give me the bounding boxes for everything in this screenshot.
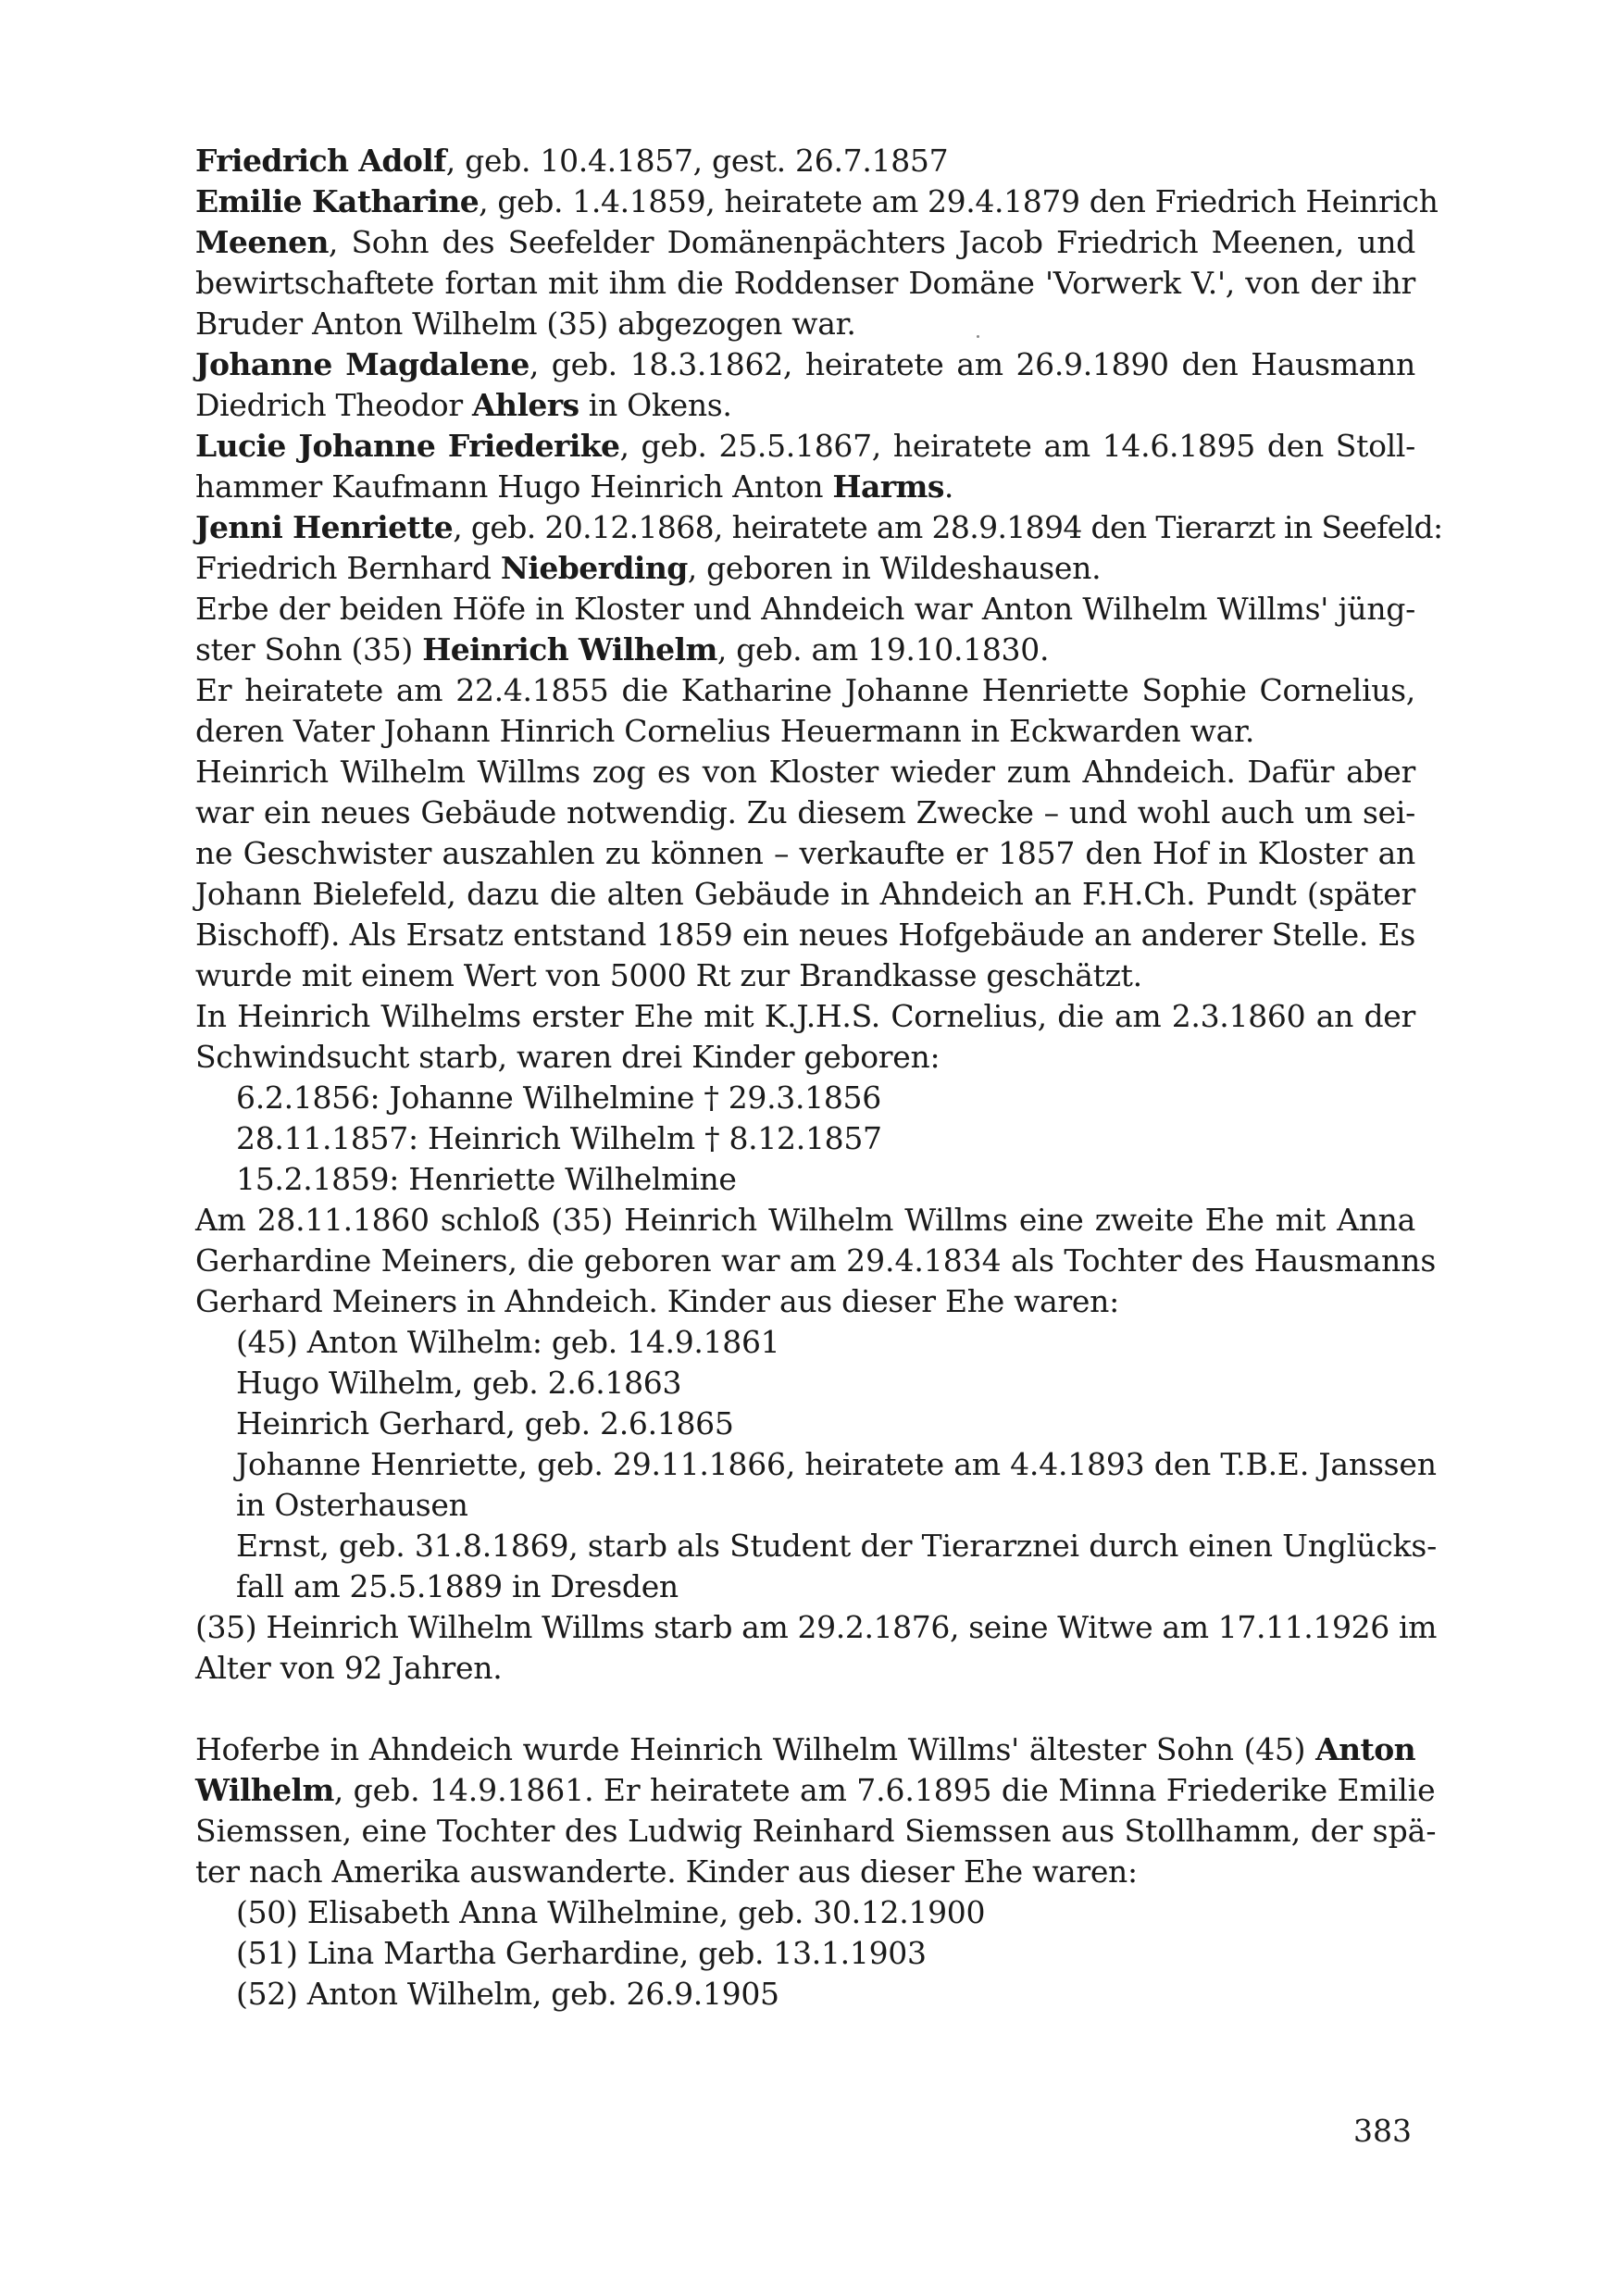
text-line-content <box>195 344 1415 385</box>
text-line-content <box>236 1322 779 1363</box>
text-line <box>195 915 1415 955</box>
text-line-content <box>195 915 1415 955</box>
text-run: . <box>943 468 954 505</box>
bold-name: Ahlers <box>472 387 579 423</box>
text-run: Ernst, geb. 31.8.1869, starb als Student der Tierarznei durch einen Unglücks- <box>236 1528 1438 1564</box>
text-line <box>195 181 1439 222</box>
text-line <box>195 1933 1415 1974</box>
bold-name: Heinrich Wilhelm <box>422 631 717 668</box>
text-line-content <box>195 792 1415 833</box>
bold-name: Friedrich Adolf <box>195 143 446 179</box>
text-line-content <box>195 385 732 426</box>
text-line <box>195 589 1415 630</box>
text-line-content <box>195 874 1415 915</box>
text-line-content <box>236 1363 681 1404</box>
text-run: Am 28.11.1860 schloß (35) Heinrich Wilhelm Willms eine zweite Ehe mit Anna <box>195 1202 1415 1238</box>
text-line-content <box>195 1607 1437 1648</box>
text-line <box>195 1526 1438 1566</box>
text-line <box>195 670 1415 711</box>
text-line-content <box>236 1404 734 1444</box>
text-run: wurde mit einem Wert von 5000 Rt zur Brandkasse geschätzt. <box>195 957 1142 993</box>
text-run: Diedrich Theodor <box>195 387 473 423</box>
text-run: Schwindsucht starb, waren drei Kinder geboren: <box>195 1039 941 1075</box>
body-text <box>195 141 1443 2015</box>
bold-name: Johanne Magdalene <box>195 346 529 382</box>
bold-name: Anton <box>1315 1731 1415 1767</box>
text-run: (51) Lina Martha Gerhardine, geb. 13.1.1903 <box>236 1935 927 1971</box>
text-line <box>195 1444 1437 1485</box>
text-line-content <box>195 1037 940 1078</box>
text-run: (35) Heinrich Wilhelm Willms starb am 29.2.1876, seine Witwe am 17.11.1926 im <box>195 1609 1438 1645</box>
text-run: , geb. 14.9.1861. Er heiratete am 7.6.1895 die Minna Friederike Emilie <box>333 1772 1436 1808</box>
bold-name: Harms <box>832 468 944 505</box>
text-line <box>195 385 1415 426</box>
text-line-content <box>236 1485 468 1526</box>
text-line <box>195 955 1415 996</box>
text-run: Er heiratete am 22.4.1855 die Katharine Johanne Henriette Sophie Cornelius, <box>195 672 1415 708</box>
text-line <box>195 141 1415 181</box>
text-line <box>195 1852 1415 1892</box>
text-run: ster Sohn (35) <box>195 631 423 668</box>
text-line <box>195 1322 1415 1363</box>
text-line <box>195 1404 1415 1444</box>
text-run: Erbe der beiden Höfe in Kloster und Ahndeich war Anton Wilhelm Willms' jüng- <box>195 591 1415 627</box>
text-line <box>195 1485 1415 1526</box>
text-line <box>195 507 1443 548</box>
text-line <box>195 874 1415 915</box>
text-run: bewirtschaftete fortan mit ihm die Roddenser Domäne 'Vorwerk V.', von der ihr <box>195 265 1415 301</box>
text-line <box>195 1770 1436 1811</box>
text-line-content <box>236 1118 882 1159</box>
text-line <box>195 1200 1415 1241</box>
text-line-content <box>195 589 1415 630</box>
text-line <box>195 467 1415 507</box>
text-run: Alter von 92 Jahren. <box>195 1650 503 1686</box>
text-line-content <box>195 507 1442 548</box>
bold-name: Lucie Johanne Friederike <box>195 428 620 464</box>
text-line-content <box>195 1811 1437 1852</box>
text-line <box>195 1363 1415 1404</box>
text-line-content <box>195 1241 1436 1281</box>
text-line <box>195 1118 1415 1159</box>
text-line <box>195 263 1415 304</box>
text-line-content <box>236 1974 779 2015</box>
text-line-content <box>195 1729 1415 1770</box>
text-line-content <box>195 1200 1415 1241</box>
text-line-content <box>195 222 1415 263</box>
text-line <box>195 1566 1415 1607</box>
text-run: Hugo Wilhelm, geb. 2.6.1863 <box>236 1365 682 1401</box>
text-run: , geboren in Wildeshausen. <box>687 550 1102 586</box>
text-line <box>195 752 1415 792</box>
text-run: Heinrich Wilhelm Willms zog es von Kloster wieder zum Ahndeich. Dafür aber <box>195 754 1415 790</box>
text-run: hammer Kaufmann Hugo Heinrich Anton <box>195 468 833 505</box>
text-run: , geb. 20.12.1868, heiratete am 28.9.1894 den Tierarzt in Seefeld: <box>453 509 1443 545</box>
text-line-content <box>195 304 856 344</box>
text-run: , geb. 1.4.1859, heiratete am 29.4.1879 den Friedrich Heinrich <box>479 183 1439 219</box>
text-line-content <box>195 1770 1436 1811</box>
text-line-content <box>195 467 953 507</box>
bold-name: Jenni Henriette <box>195 509 454 545</box>
text-line-content <box>195 426 1415 467</box>
text-run: Heinrich Gerhard, geb. 2.6.1865 <box>236 1405 734 1441</box>
text-line-content <box>195 711 1254 752</box>
text-line-content <box>195 670 1415 711</box>
text-run: war ein neues Gebäude notwendig. Zu diesem Zwecke – und wohl auch um sei- <box>195 794 1415 830</box>
text-run: 15.2.1859: Henriette Wilhelmine <box>236 1161 737 1197</box>
text-run: , geb. 10.4.1857, gest. 26.7.1857 <box>445 143 949 179</box>
text-run: Johann Bielefeld, dazu die alten Gebäude in Ahndeich an F.H.Ch. Pundt (später <box>195 876 1415 912</box>
text-line <box>195 304 1415 344</box>
text-line <box>195 1037 1415 1078</box>
text-run: Hoferbe in Ahndeich wurde Heinrich Wilhelm Willms' ältester Sohn (45) <box>195 1731 1316 1767</box>
text-line-content <box>195 1648 502 1689</box>
text-run: , geb. 18.3.1862, heiratete am 26.9.1890 den Hausmann <box>529 346 1415 382</box>
text-run: (50) Elisabeth Anna Wilhelmine, geb. 30.12.1900 <box>236 1894 986 1930</box>
text-line-content <box>236 1444 1437 1485</box>
text-line <box>195 1607 1438 1648</box>
text-line <box>195 1241 1437 1281</box>
bold-name: Nieberding <box>500 550 688 586</box>
text-line <box>195 1729 1415 1770</box>
text-line <box>195 1648 1415 1689</box>
text-run: 28.11.1857: Heinrich Wilhelm † 8.12.1857 <box>236 1120 882 1156</box>
text-line-content <box>236 1933 927 1974</box>
page-number: 383 <box>1353 2113 1412 2149</box>
text-line-content <box>195 141 948 181</box>
text-run: in Osterhausen <box>236 1487 468 1523</box>
text-line-content <box>195 181 1439 222</box>
text-line <box>195 1159 1415 1200</box>
text-run: Gerhardine Meiners, die geboren war am 29.4.1834 als Tochter des Hausmanns <box>195 1242 1437 1279</box>
text-run: In Heinrich Wilhelms erster Ehe mit K.J.H.S. Cornelius, die am 2.3.1860 an der <box>195 998 1415 1034</box>
text-line-content <box>195 752 1415 792</box>
text-line <box>195 344 1415 385</box>
text-run: , Sohn des Seefelder Domänenpächters Jacob Friedrich Meenen, und <box>328 224 1415 260</box>
text-run: fall am 25.5.1889 in Dresden <box>236 1568 679 1604</box>
text-line <box>195 222 1415 263</box>
text-line-content <box>195 1281 1119 1322</box>
text-line-content <box>195 833 1415 874</box>
scan-speck <box>977 335 979 338</box>
text-line <box>195 833 1415 874</box>
text-run: , geb. am 19.10.1830. <box>716 631 1050 668</box>
text-line <box>195 996 1415 1037</box>
text-line-content <box>236 1159 737 1200</box>
text-run: (52) Anton Wilhelm, geb. 26.9.1905 <box>236 1976 779 2012</box>
text-line <box>195 1281 1415 1322</box>
text-line-content <box>195 263 1415 304</box>
bold-name: Wilhelm <box>195 1772 334 1808</box>
text-line-content <box>195 630 1049 670</box>
text-line <box>195 1974 1415 2015</box>
text-line-content <box>236 1078 881 1118</box>
text-line-content <box>195 996 1415 1037</box>
text-line-content <box>195 1852 1138 1892</box>
text-run: Gerhard Meiners in Ahndeich. Kinder aus dieser Ehe waren: <box>195 1283 1119 1319</box>
bold-name: Meenen <box>195 224 329 260</box>
text-run: Bruder Anton Wilhelm (35) abgezogen war. <box>195 306 856 342</box>
text-line <box>195 426 1415 467</box>
text-run: deren Vater Johann Hinrich Cornelius Heuermann in Eckwarden war. <box>195 713 1255 749</box>
text-run: Friedrich Bernhard <box>195 550 501 586</box>
text-line <box>195 1892 1415 1933</box>
text-run: Bischoff). Als Ersatz entstand 1859 ein neues Hofgebäude an anderer Stelle. Es <box>195 917 1415 953</box>
text-run: (45) Anton Wilhelm: geb. 14.9.1861 <box>236 1324 780 1360</box>
text-run: ter nach Amerika auswanderte. Kinder aus dieser Ehe waren: <box>195 1853 1138 1890</box>
text-line-content <box>195 548 1101 589</box>
text-run: ne Geschwister auszahlen zu können – verkaufte er 1857 den Hof in Kloster an <box>195 835 1415 871</box>
text-line-content <box>236 1566 679 1607</box>
text-run: Siemssen, eine Tochter des Ludwig Reinhard Siemssen aus Stollhamm, der spä- <box>195 1813 1437 1849</box>
text-line <box>195 548 1415 589</box>
text-line-content <box>236 1526 1437 1566</box>
text-line <box>195 792 1415 833</box>
paragraph-gap <box>195 1689 1415 1729</box>
text-run: , geb. 25.5.1867, heiratete am 14.6.1895 den Stoll- <box>619 428 1416 464</box>
text-run: in Okens. <box>579 387 732 423</box>
text-line-content <box>195 955 1142 996</box>
text-line <box>195 1811 1437 1852</box>
bold-name: Emilie Katharine <box>195 183 480 219</box>
text-line-content <box>236 1892 985 1933</box>
text-run: 6.2.1856: Johanne Wilhelmine † 29.3.1856 <box>236 1079 881 1116</box>
text-line <box>195 630 1415 670</box>
text-run: Johanne Henriette, geb. 29.11.1866, heiratete am 4.4.1893 den T.B.E. Janssen <box>236 1446 1437 1482</box>
text-line <box>195 1078 1415 1118</box>
text-line <box>195 711 1415 752</box>
